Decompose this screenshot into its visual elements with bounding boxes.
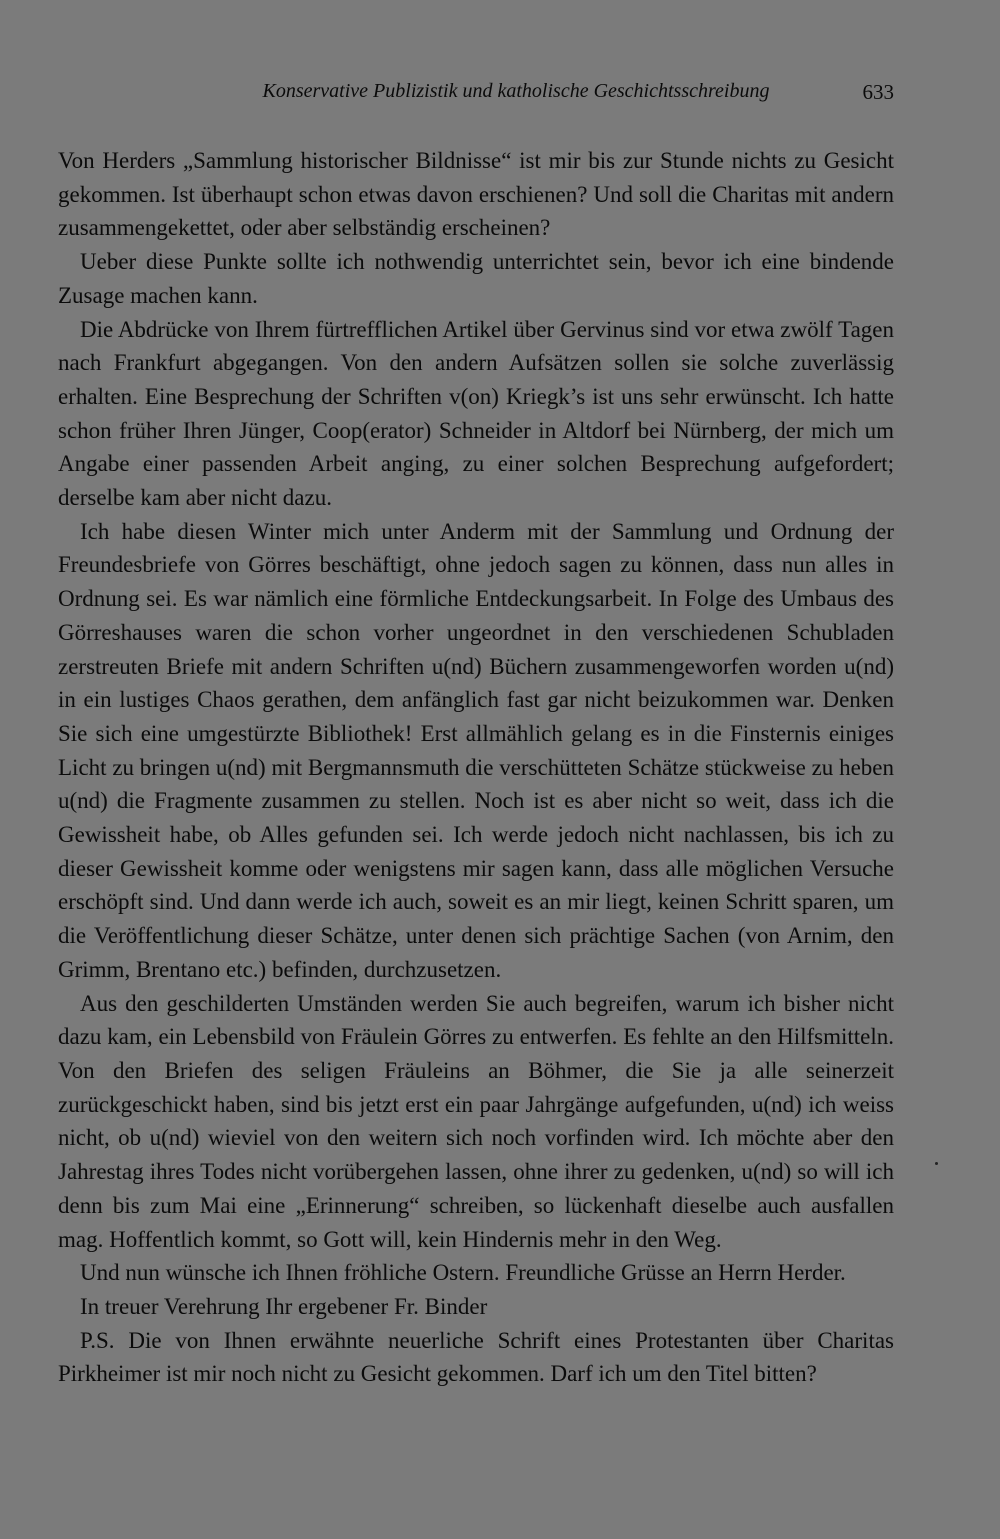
paragraph-herder-bildnisse: Von Herders „Sammlung historischer Bildnisse“ ist mir bis zur Stunde nichts zu Gesicht gekommen. Ist überhaupt schon etwas davon erschienen? Und soll die Charitas mit andern zusammengekettet, oder aber selbständig erscheinen? [58, 148, 894, 241]
paragraph-punkte: Ueber diese Punkte sollte ich nothwendig unterrichtet sein, bevor ich eine bindende Zusage machen kann. [58, 249, 894, 308]
paragraph-ostern: Und nun wünsche ich Ihnen fröhliche Ostern. Freundliche Grüsse an Herrn Herder. [80, 1260, 846, 1286]
signature-line: In treuer Verehrung Ihr ergebener Fr. Binder [80, 1293, 488, 1319]
running-header [58, 72, 894, 112]
document-page [58, 72, 894, 1391]
letter-body [58, 144, 894, 1391]
paragraph-freundesbriefe: Ich habe diesen Winter mich unter Anderm mit der Sammlung und Ordnung der Freundesbriefe von Görres beschäftigt, ohne jedoch sagen zu können, dass nun alles in Ordnung sei. Es war nämlich eine förmliche Entdeckungsarbeit. In Folge des Umbaus des Görreshauses waren die schon vorher ungeordnet in den verschiedenen Schubladen zerstreuten Briefe mit andern Schriften u(nd) Büchern zusammengeworfen worden u(nd) in ein lustiges Chaos gerathen, dem anfänglich fast gar nicht beizukommen war. Denken Sie sich eine umgestürzte Bibliothek! Erst allmählich gelang es in die Finsternis einiges Licht zu bringen u(nd) mit Bergmannsmuth die verschütteten Schätze stückweise zu heben u(nd) die Fragmente zusammen zu stellen. Noch ist es aber nicht so weit, dass ich die Gewissheit habe, ob Alles gefunden sei. Ich werde jedoch nicht nachlassen, bis ich zu dieser Gewissheit komme oder wenigstens mir sagen kann, dass alle möglichen Versuche erschöpft sind. Und dann werde ich auch, soweit es an mir liegt, keinen Schritt sparen, um die Veröffentlichung dieser Schätze, unter denen sich prächtige Sachen (von Arnim, den Grimm, Brentano etc.) befinden, durchzusetzen. [58, 518, 894, 982]
postscript: P.S. Die von Ihnen erwähnte neuerliche Schrift eines Protestanten über Charitas Pirkheimer ist mir noch nicht zu Gesicht gekommen. Darf ich um den Titel bitten? [58, 1327, 894, 1387]
running-title: Konservative Publizistik und katholische Geschichtsschreibung [262, 80, 770, 102]
margin-speck [935, 1162, 938, 1165]
page-number: 633 [862, 80, 894, 104]
paragraph-gervinus: Die Abdrücke von Ihrem fürtrefflichen Artikel über Gervinus sind vor etwa zwölf Tagen nach Frankfurt abgegangen. Von den andern Aufsätzen sollen sie solche zuverlässig erhalten. Eine Besprechung der Schriften v(on) Kriegk’s ist uns sehr erwünscht. Ich hatte schon früher Ihren Jünger, Coop(erator) Schneider in Altdorf bei Nürnberg, der mich um Angabe einer passenden Arbeit anging, zu einer solchen Besprechung aufgefordert; derselbe kam aber nicht dazu. [58, 316, 894, 511]
paragraph-lebensbild: Aus den geschilderten Umständen werden Sie auch begreifen, warum ich bisher nicht dazu kam, ein Lebensbild von Fräulein Görres zu entwerfen. Es fehlte an den Hilfsmitteln. Von den Briefen des seligen Fräuleins an Böhmer, die Sie ja alle seinerzeit zurückgeschickt haben, sind bis jetzt erst ein paar Jahrgänge aufgefunden, u(nd) ich weiss nicht, ob u(nd) wieviel von den weitern sich noch vorfinden wird. Ich möchte aber den Jahrestag ihres Todes nicht vorübergehen lassen, ohne ihrer zu gedenken, u(nd) so will ich denn bis zum Mai eine „Erinnerung“ schreiben, so lückenhaft dieselbe auch ausfallen mag. Hoffentlich kommt, so Gott will, kein Hindernis mehr in den Weg. [58, 990, 894, 1252]
